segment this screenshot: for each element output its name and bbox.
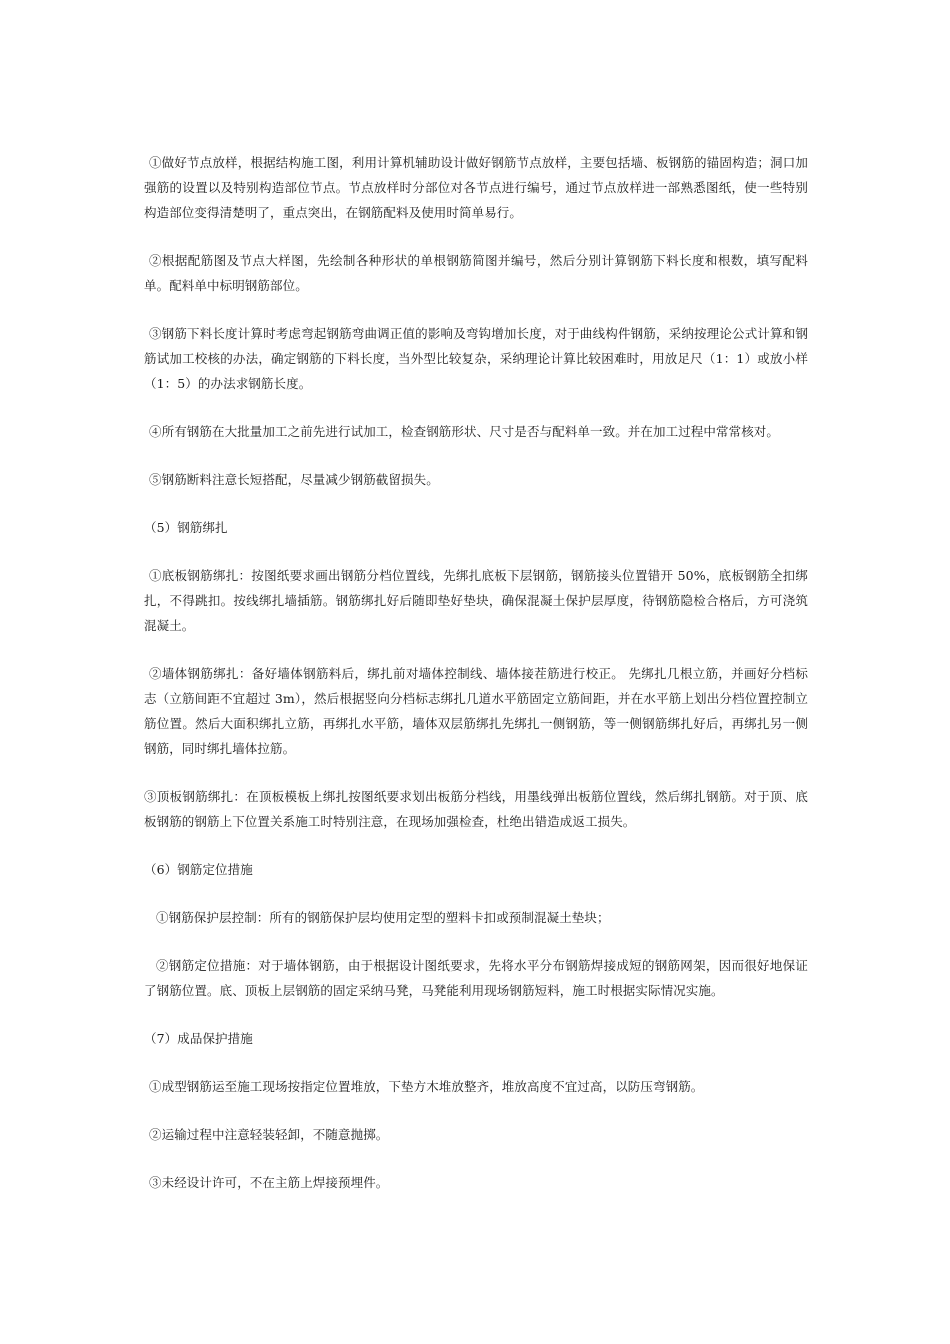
paragraph-no-welding: ③未经设计许可，不在主筋上焊接预埋件。 — [149, 1175, 389, 1190]
paragraph-wall-binding: ②墙体钢筋绑扎：备好墙体钢筋料后，绑扎前对墙体控制线、墙体接茬筋进行校正。 先绑扎几根立筋，并画好分档标志（立筋间距不宜超过 3m），然后根据竖向分档标志绑扎几道水平筋固定立筋间距，并在水平筋上划出分档位置控制立筋位置。然后大面积绑扎立筋，再绑扎水平筋，墙体双层筋绑扎先绑扎一侧钢筋，等一侧钢筋绑扎好后，再绑扎另一侧钢筋，同时绑扎墙体拉筋。 — [144, 666, 808, 756]
paragraph-top-slab-binding: ③顶板钢筋绑扎：在顶板模板上绑扎按图纸要求划出板筋分档线，用墨线弹出板筋位置线，然后绑扎钢筋。对于顶、底板钢筋的钢筋上下位置关系施工时特别注意，在现场加强检查，杜绝出错造成返工损失。 — [144, 789, 808, 829]
paragraph-storage: ①成型钢筋运至施工现场按指定位置堆放，下垫方木堆放整齐，堆放高度不宜过高，以防压弯钢筋。 — [149, 1079, 704, 1094]
paragraph-positioning-measures: ②钢筋定位措施：对于墙体钢筋，由于根据设计图纸要求，先将水平分布钢筋焊接成短的钢筋网架，因而很好地保证了钢筋位置。底、顶板上层钢筋的固定采纳马凳，马凳能利用现场钢筋短料，施工时根据实际情况实施。 — [144, 958, 808, 998]
paragraph-transport: ②运输过程中注意轻装轻卸，不随意抛掷。 — [149, 1127, 389, 1142]
section-heading-binding: （5）钢筋绑扎 — [144, 520, 228, 535]
document-body — [144, 150, 808, 1218]
section-heading-protection: （7）成品保护措施 — [144, 1031, 253, 1046]
section-heading-positioning: （6）钢筋定位措施 — [144, 862, 253, 877]
paragraph-node-layout: ①做好节点放样，根据结构施工图，利用计算机辅助设计做好钢筋节点放样，主要包括墙、板钢筋的锚固构造；洞口加强筋的设置以及特别构造部位节点。节点放样时分部位对各节点进行编号，通过节点放样进一部熟悉图纸，使一些特别构造部位变得清楚明了，重点突出，在钢筋配料及使用时简单易行。 — [144, 155, 808, 220]
paragraph-trial-processing: ④所有钢筋在大批量加工之前先进行试加工，检查钢筋形状、尺寸是否与配料单一致。并在加工过程中常常核对。 — [149, 424, 780, 439]
paragraph-bar-sketch: ②根据配筋图及节点大样图，先绘制各种形状的单根钢筋简图并编号，然后分别计算钢筋下料长度和根数，填写配料单。配料单中标明钢筋部位。 — [144, 253, 808, 293]
paragraph-cover-control: ①钢筋保护层控制：所有的钢筋保护层均使用定型的塑料卡扣或预制混凝土垫块； — [156, 910, 610, 925]
paragraph-bottom-slab-binding: ①底板钢筋绑扎：按图纸要求画出钢筋分档位置线，先绑扎底板下层钢筋，钢筋接头位置错开 50%，底板钢筋全扣绑扎，不得跳扣。按线绑扎墙插筋。钢筋绑扎好后随即垫好垫块，确保混凝土保护层厚度，待钢筋隐检合格后，方可浇筑混凝土。 — [144, 568, 808, 633]
paragraph-cut-length: ③钢筋下料长度计算时考虑弯起钢筋弯曲调正值的影响及弯钩增加长度，对于曲线构件钢筋，采纳按理论公式计算和钢筋试加工校核的办法，确定钢筋的下料长度，当外型比较复杂，采纳理论计算比较困难时，用放足尺（1：1）或放小样（1：5）的办法求钢筋长度。 — [144, 326, 808, 391]
paragraph-cutting: ⑤钢筋断料注意长短搭配，尽量减少钢筋截留损失。 — [149, 472, 439, 487]
